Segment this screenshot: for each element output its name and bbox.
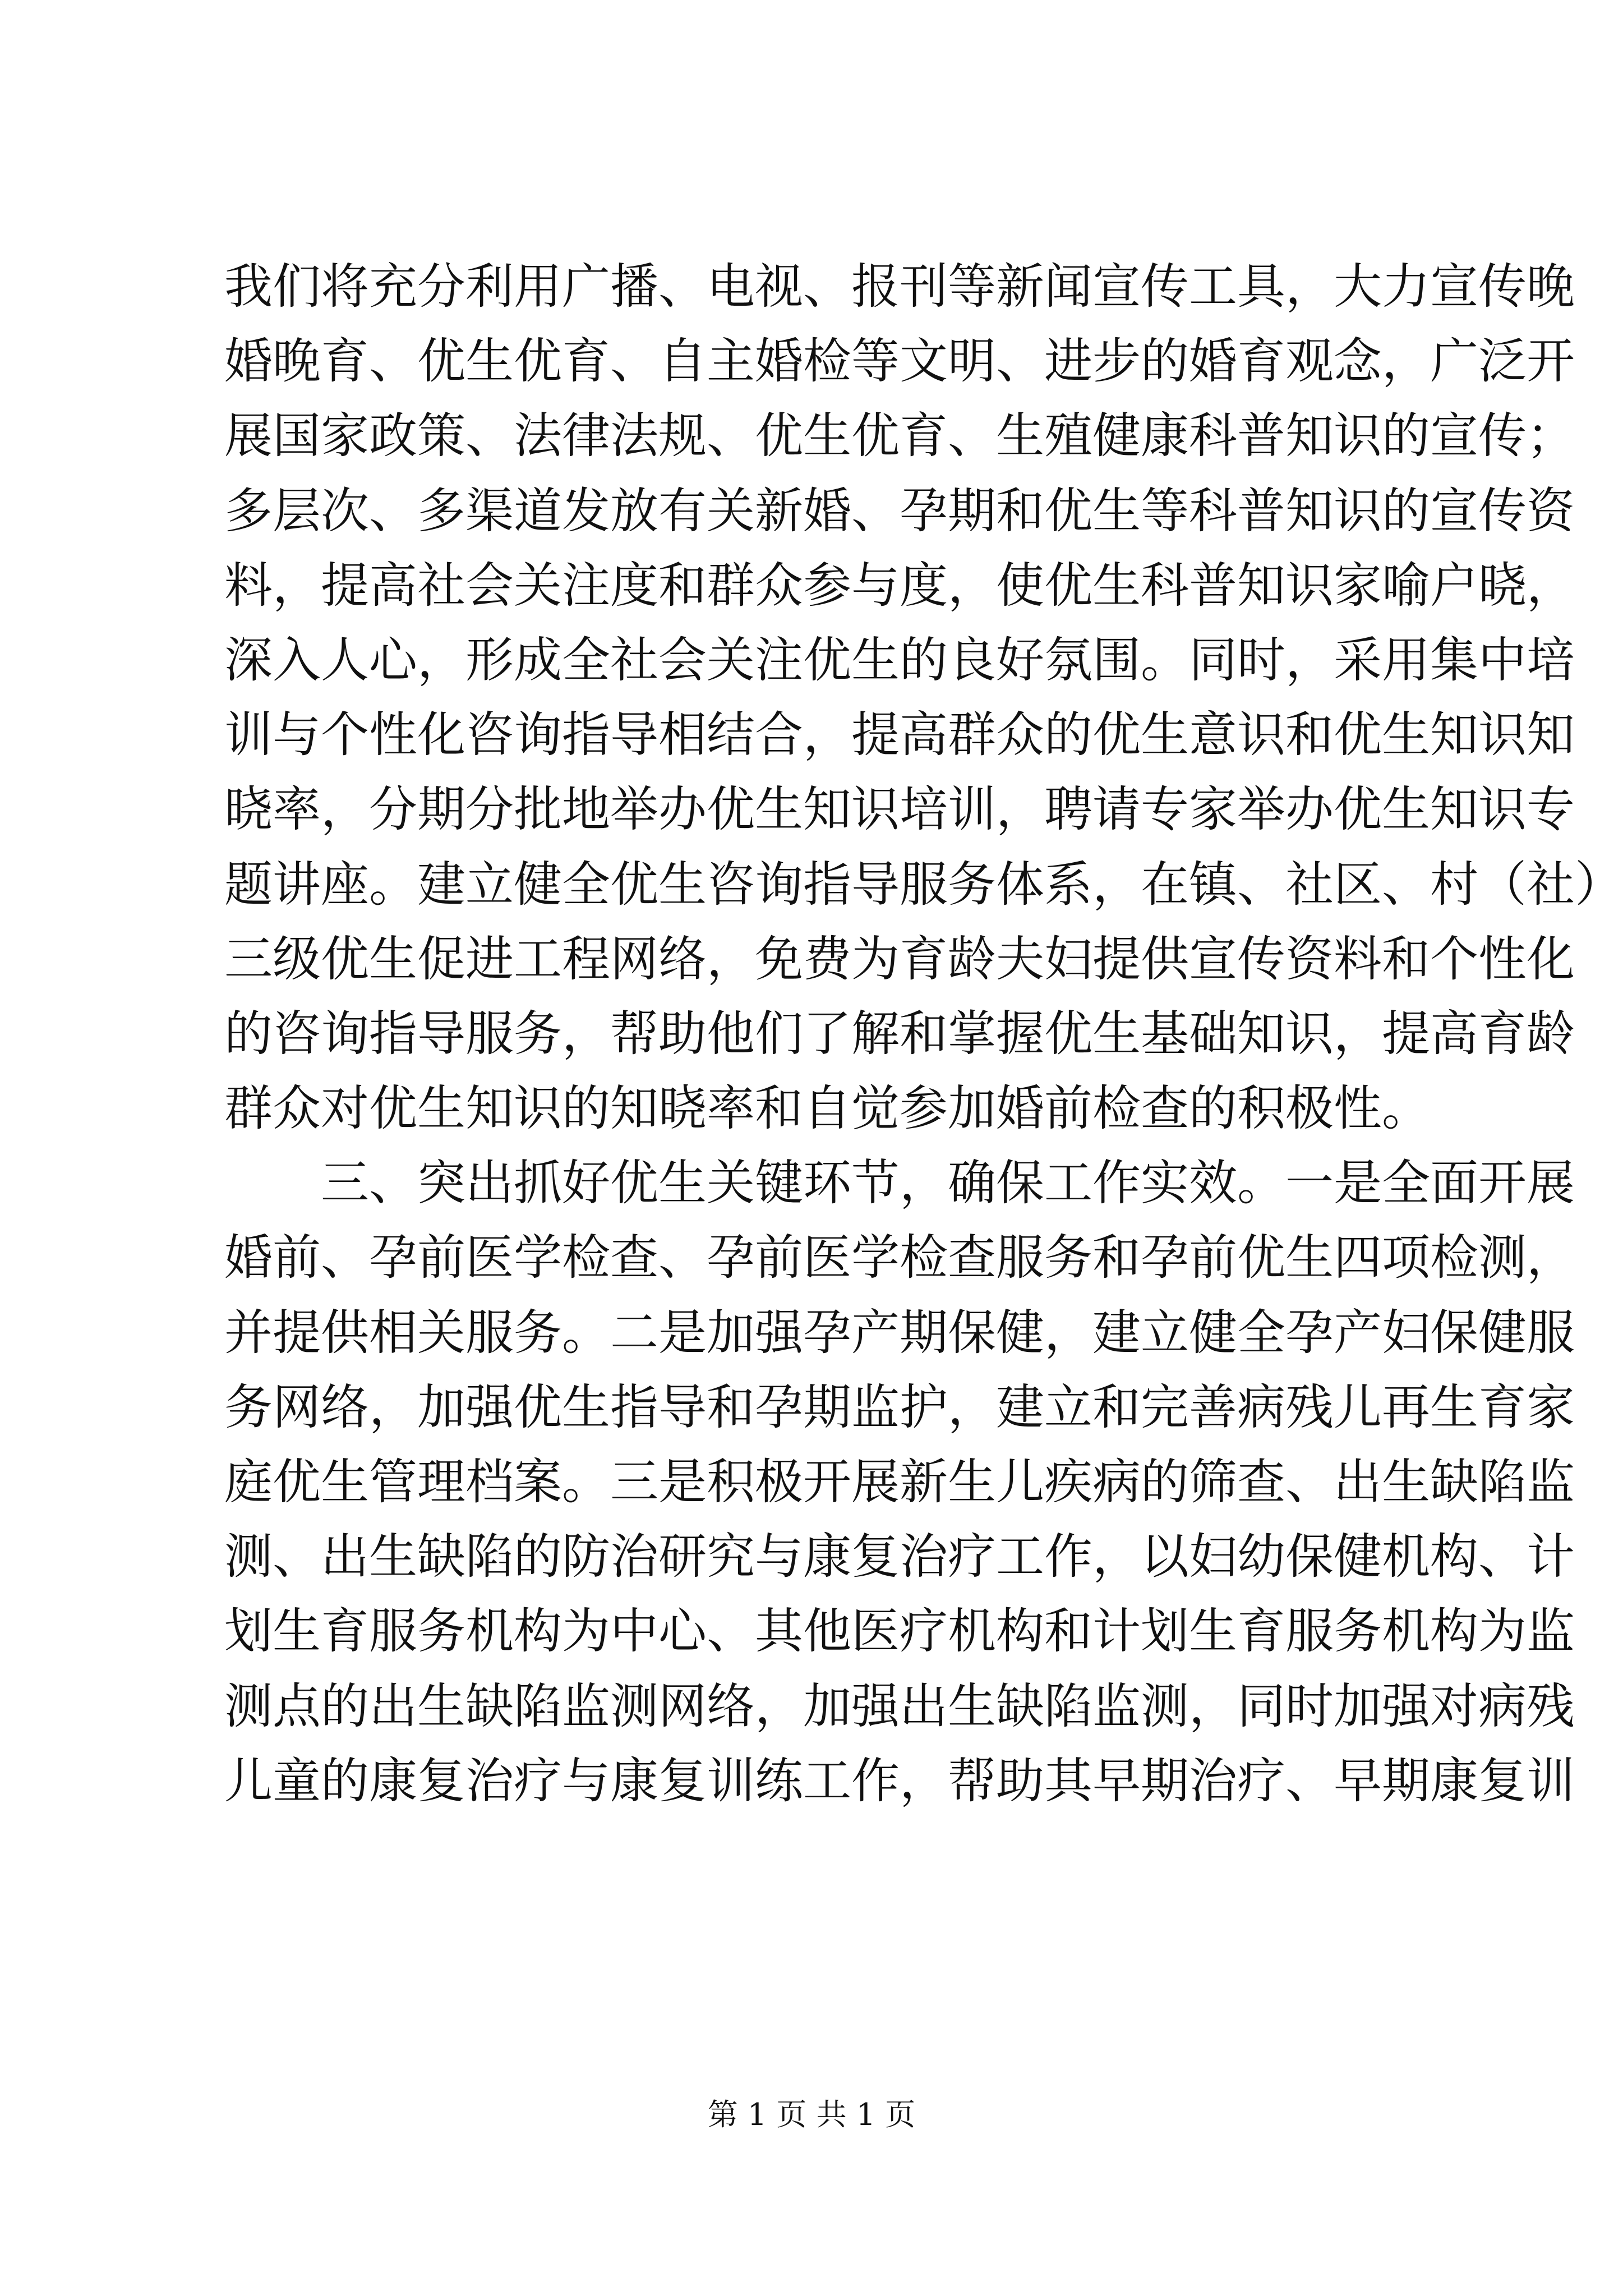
- text-line: 深入人心，形成全社会关注优生的良好氛围。同时，采用集中培: [224, 632, 1575, 688]
- text-line: 测点的出生缺陷监测网络，加强出生缺陷监测，同时加强对病残: [224, 1678, 1575, 1734]
- text-line: 务网络，加强优生指导和孕期监护，建立和完善病残儿再生育家: [224, 1379, 1575, 1435]
- text-line: 群众对优生知识的知晓率和自觉参加婚前检查的积极性。: [224, 1080, 1430, 1137]
- text-line: 并提供相关服务。二是加强孕产期保健，建立健全孕产妇保健服: [224, 1304, 1575, 1361]
- text-line: 训与个性化咨询指导相结合，提高群众的优生意识和优生知识知: [224, 707, 1575, 763]
- text-line: 多层次、多渠道发放有关新婚、孕期和优生等科普知识的宣传资: [224, 482, 1575, 539]
- body-text: [224, 250, 1623, 1819]
- text-line: 婚前、孕前医学检查、孕前医学检查服务和孕前优生四项检测，: [224, 1230, 1575, 1286]
- text-line-indented: 三、突出抓好优生关键环节，确保工作实效。一是全面开展: [321, 1155, 1575, 1212]
- text-line: 儿童的康复治疗与康复训练工作，帮助其早期治疗、早期康复训: [224, 1752, 1575, 1809]
- text-line: 展国家政策、法律法规、优生优育、生殖健康科普知识的宣传；: [224, 408, 1575, 464]
- text-line: 划生育服务机构为中心、其他医疗机构和计划生育服务机构为监: [224, 1603, 1575, 1660]
- text-line: 的咨询指导服务，帮助他们了解和掌握优生基础知识，提高育龄: [224, 1005, 1575, 1062]
- text-line: 庭优生管理档案。三是积极开展新生儿疾病的筛查、出生缺陷监: [224, 1454, 1575, 1510]
- text-line: 晓率，分期分批地举办优生知识培训，聘请专家举办优生知识专: [224, 781, 1575, 838]
- text-line: 题讲座。建立健全优生咨询指导服务体系，在镇、社区、村（社）: [224, 856, 1623, 913]
- text-line: 我们将充分利用广播、电视、报刊等新闻宣传工具，大力宣传晚: [224, 259, 1575, 315]
- text-line: 婚晚育、优生优育、自主婚检等文明、进步的婚育观念，广泛开: [224, 333, 1575, 390]
- page-footer: 第 1 页 共 1 页: [707, 2097, 916, 2132]
- text-line: 三级优生促进工程网络，免费为育龄夫妇提供宣传资料和个性化: [224, 931, 1575, 987]
- text-line: 测、出生缺陷的防治研究与康复治疗工作，以妇幼保健机构、计: [224, 1529, 1575, 1585]
- text-line: 料，提高社会关注度和群众参与度，使优生科普知识家喻户晓，: [224, 557, 1575, 614]
